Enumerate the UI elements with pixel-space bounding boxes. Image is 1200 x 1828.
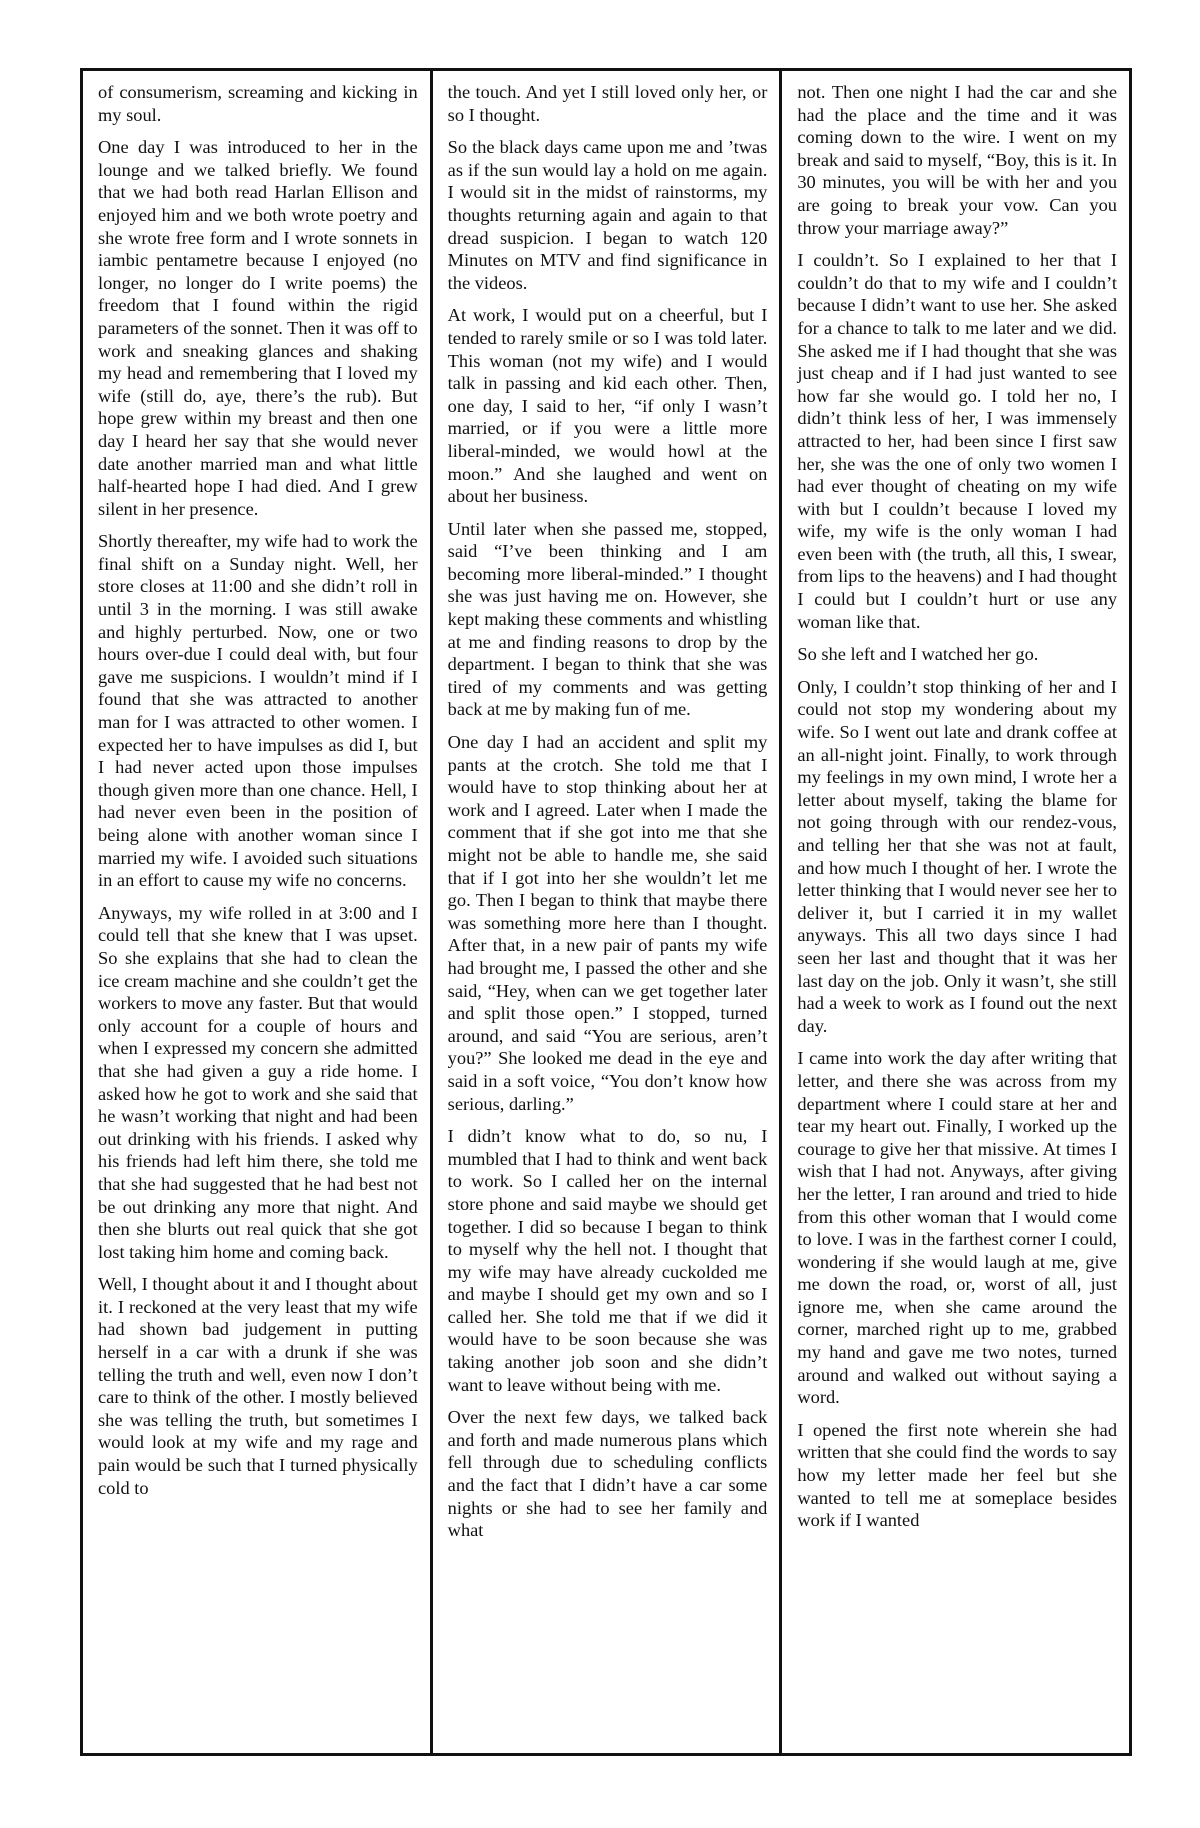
- paragraph: Only, I couldn’t stop thinking of her and I could not stop my wondering about my wife. So I went out late and drank coffee at an all-night joint. Finally, to work through my feelings in my own mind, I wrote her a letter about myself, taking the blame for not going through with our rendez-vous, and telling her that she was not at fault, and how much I thought of her. I wrote the letter thinking that I would never see her to deliver it, but I carried it in my wallet anyways. This all two days since I had seen her last and thought that it was her last day on the job. Only it wasn’t, she still had a week to work as I found out the next day.: [797, 676, 1118, 1036]
- paragraph: Until later when she passed me, stopped, said “I’ve been thinking and I am becoming more liberal-minded.” I thought she was just having me on. However, she kept making these comments and whistling at me and finding reasons to drop by the department. I began to think that she was tired of my comments and was getting back at me by making fun of me.: [447, 518, 768, 720]
- paragraph: Shortly thereafter, my wife had to work the final shift on a Sunday night. Well, her store closes at 11:00 and she didn’t roll in until 3 in the morning. I was still awake and highly perturbed. Now, one or two hours over-due I could deal with, but four gave me suspicions. I wouldn’t mind if I found that she was attracted to another man for I was attracted to other women. I expected her to have impulses as did I, but I had never acted upon those impulses though given more than one chance. Hell, I had never even been in the position of being alone with another woman since I married my wife. I avoided such situations in an effort to cause my wife no concerns.: [98, 531, 418, 891]
- paragraph: of consumerism, screaming and kicking in my soul.: [98, 82, 418, 125]
- paragraph: Anyways, my wife rolled in at 3:00 and I could tell that she knew that I was upset. So she explains that she had to clean the ice cream machine and she couldn’t get the workers to move any faster. But that would only account for a couple of hours and when I expressed my concern she admitted that she had given a guy a ride home. I asked how he got to work and she said that he wasn’t working that night and had been out drinking with his friends. I asked why his friends had left him there, she told me that she had suggested that he had best not be out drinking any more that night. And then she blurts out real quick that she got lost taking him home and coming back.: [98, 902, 418, 1262]
- text-column-2: [430, 71, 780, 1753]
- paragraph: So the black days came upon me and ’twas as if the sun would lay a hold on me again. I would sit in the midst of rainstorms, my thoughts returning again and again to that dread suspicion. I began to watch 120 Minutes on MTV and find significance in the videos.: [447, 137, 768, 293]
- paragraph: I couldn’t. So I explained to her that I couldn’t do that to my wife and I couldn’t because I didn’t want to use her. She asked for a chance to talk to me later and we did. She asked me if I had thought that she was just cheap and if I had just wanted to see how far she would go. I told her no, I didn’t think less of her, I was immensely attracted to her, had been since I first saw her, she was the one of only two women I had ever thought of cheating on my wife with but I couldn’t because I loved my wife, my wife is the only woman I had even been with (the truth, all this, I swear, from lips to the heavens) and I had thought I could but I couldn’t hurt or use any woman like that.: [797, 250, 1118, 632]
- paragraph: I didn’t know what to do, so nu, I mumbled that I had to think and went back to work. So I called her on the internal store phone and said maybe we should get together. I did so because I began to think to myself why the hell not. I thought that my wife may have already cuckolded me and maybe I should get my own and so I called her. She told me that if we did it would have to be soon because she was taking another job soon and she didn’t want to leave without being with me.: [447, 1126, 768, 1395]
- article-frame: [80, 68, 1132, 1756]
- paragraph: the touch. And yet I still loved only her, or so I thought.: [447, 82, 768, 125]
- text-column-3: [779, 71, 1129, 1753]
- paragraph: not. Then one night I had the car and she had the place and the time and it was coming down to the wire. I went on my break and said to myself, “Boy, this is it. In 30 minutes, you will be with her and you are going to break your vow. Can you throw your marriage away?”: [797, 82, 1118, 238]
- paragraph: Well, I thought about it and I thought about it. I reckoned at the very least that my wife had shown bad judgement in putting herself in a car with a drunk if she was telling the truth and well, even now I don’t care to think of the other. I mostly believed she was telling the truth, but sometimes I would look at my wife and my rage and pain would be such that I turned physically cold to: [98, 1274, 418, 1498]
- paragraph: At work, I would put on a cheerful, but I tended to rarely smile or so I was told later. This woman (not my wife) and I would talk in passing and kid each other. Then, one day, I said to her, “if only I wasn’t married, or if you were a little more liberal-minded, we would howl at the moon.” And she laughed and went on about her business.: [447, 305, 768, 507]
- paragraph: One day I had an accident and split my pants at the crotch. She told me that I would have to stop thinking about her at work and I agreed. Later when I made the comment that if she got into me that she might not be able to handle me, she said that if I got into her she wouldn’t let me go. Then I began to think that maybe there was something more here than I thought. After that, in a new pair of pants my wife had brought me, I passed the other and she said, “Hey, when can we get together later and split those open.” I stopped, turned around, and said “You are serious, aren’t you?” She looked me dead in the eye and said in a soft voice, “You don’t know how serious, darling.”: [447, 732, 768, 1114]
- paragraph: One day I was introduced to her in the lounge and we talked briefly. We found that we had both read Harlan Ellison and enjoyed him and we both wrote poetry and she wrote free form and I wrote sonnets in iambic pentametre because I enjoyed (no longer, no longer do I write poems) the freedom that I found within the rigid parameters of the sonnet. Then it was off to work and sneaking glances and shaking my head and remembering that I loved my wife (still do, aye, there’s the rub). But hope grew within my breast and then one day I heard her say that she would never date another married man and what little half-hearted hope I had died. And I grew silent in her presence.: [98, 137, 418, 519]
- paragraph: I came into work the day after writing that letter, and there she was across from my department where I could stare at her and tear my heart out. Finally, I worked up the courage to give her that missive. At times I wish that I had not. Anyways, after giving her the letter, I ran around and tried to hide from this other woman that I would come to love. I was in the farthest corner I could, wondering if she would laugh at me, give me down the road, or, worst of all, just ignore me, when she came around the corner, marched right up to me, grabbed my hand and gave me two notes, turned around and walked out without saying a word.: [797, 1048, 1118, 1408]
- paragraph: I opened the first note wherein she had written that she could find the words to say how my letter made her feel but she wanted to tell me at someplace besides work if I wanted: [797, 1419, 1118, 1531]
- paragraph: Over the next few days, we talked back and forth and made numerous plans which fell through due to scheduling conflicts and the fact that I didn’t have a car some nights or she had to see her family and what: [447, 1407, 768, 1541]
- text-column-1: [83, 71, 430, 1753]
- paragraph: So she left and I watched her go.: [797, 644, 1039, 665]
